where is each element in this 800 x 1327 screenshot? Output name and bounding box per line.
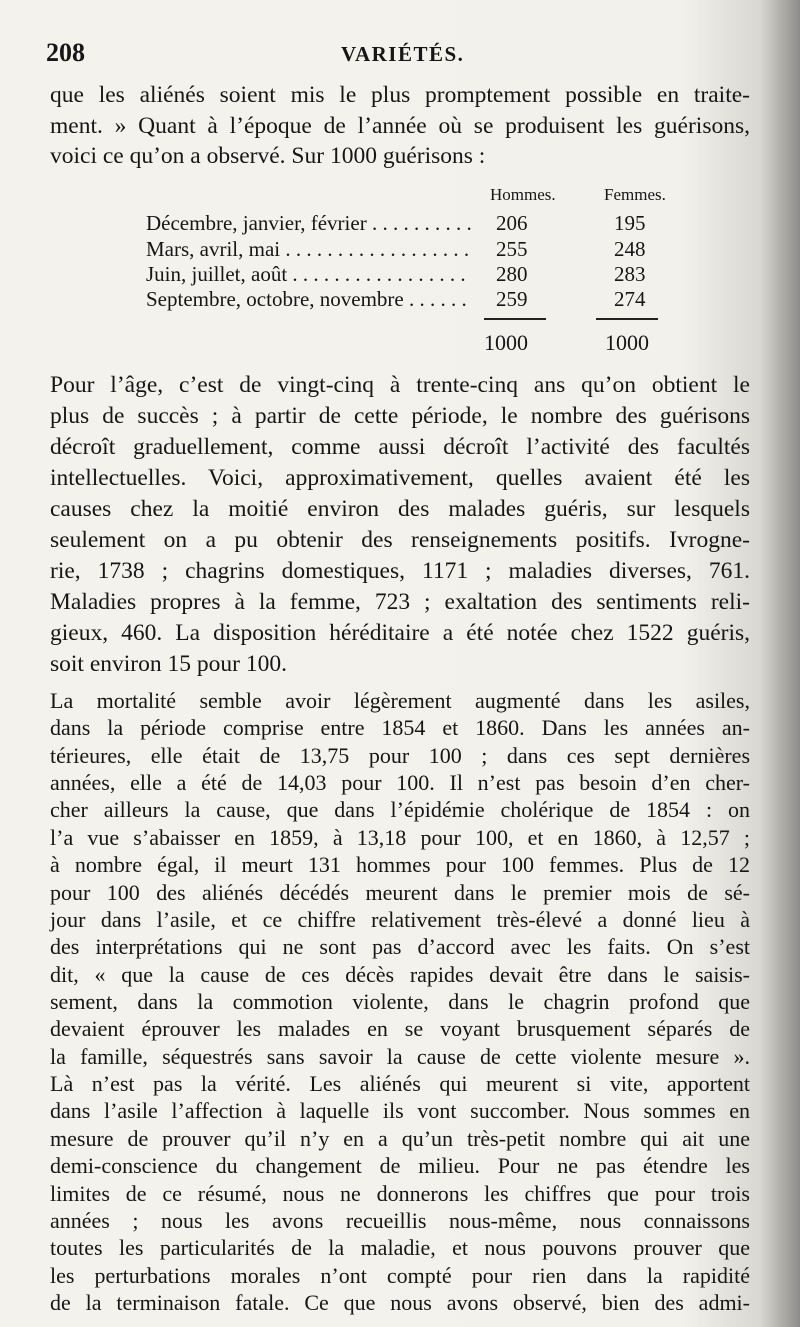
page-number: 208 xyxy=(46,38,85,67)
cell-hommes: 206 xyxy=(496,211,528,235)
column-header-hommes: Hommes. xyxy=(490,185,556,204)
text-line: dans l’asile l’affection à laquelle ils vont succomber. Nous sommes en xyxy=(50,1098,750,1123)
total-rule-hommes xyxy=(484,318,546,320)
row-label: Juin, juillet, août . . . xyxy=(146,262,471,287)
text-line: voici ce qu’on a observé. Sur 1000 guérisons : xyxy=(50,143,486,169)
text-line: plus de succès ; à partir de cette période, le nombre des guérisons xyxy=(50,403,750,429)
total-hommes: 1000 xyxy=(484,330,528,355)
total-femmes: 1000 xyxy=(605,330,649,355)
cell-hommes: 280 xyxy=(496,262,528,286)
text-line: seulement on a pu obtenir des renseignements positifs. Ivrogne- xyxy=(50,527,750,553)
text-line: années ; nous les avons recueillis nous-même, nous connaissons xyxy=(50,1208,750,1233)
text-line: dans la période comprise entre 1854 et 1860. Dans les années an- xyxy=(50,715,750,740)
text-line: toutes les particularités de la maladie, et nous pouvons prouver que xyxy=(50,1235,750,1260)
cell-hommes: 255 xyxy=(496,237,528,261)
text-line: l’a vue s’abaisser en 1859, à 13,18 pour 100, et en 1860, à 12,57 ; xyxy=(50,825,750,850)
text-line: sement, dans la commotion violente, dans le chagrin profond que xyxy=(50,989,750,1014)
text-line: cher ailleurs la cause, que dans l’épidémie cholérique de 1854 : on xyxy=(50,797,750,822)
text-line: années, elle a été de 14,03 pour 100. Il n’est pas besoin d’en cher- xyxy=(50,770,750,795)
text-line: jour dans l’asile, et ce chiffre relativement très-élevé a donné lieu à xyxy=(50,907,750,932)
text-line: Là n’est pas la vérité. Les aliénés qui meurent si vite, apportent xyxy=(50,1071,750,1096)
cell-femmes: 248 xyxy=(614,237,646,261)
total-rule-femmes xyxy=(596,318,658,320)
page-header xyxy=(46,38,746,72)
text-line: demi-conscience du changement de milieu. Pour ne pas étendre les xyxy=(50,1153,750,1178)
row-label: Mars, avril, mai . . . xyxy=(146,237,471,262)
text-line: Pour l’âge, c’est de vingt-cinq à trente-cinq ans qu’on obtient le xyxy=(50,372,750,398)
text-line: mesure de prouver qu’il n’y en a qu’un très-petit nombre qui ait une xyxy=(50,1126,750,1151)
text-line: de la terminaison fatale. Ce que nous avons observé, bien des admi- xyxy=(50,1290,750,1315)
cell-femmes: 274 xyxy=(614,287,646,311)
text-line: les perturbations morales n’ont compté pour rien dans la rapidité xyxy=(50,1263,750,1288)
running-head: VARIÉTÉS. xyxy=(341,42,465,66)
text-line: devaient éprouver les malades en se voyant brusquement séparés de xyxy=(50,1016,750,1041)
text-line: rie, 1738 ; chagrins domestiques, 1171 ; maladies diverses, 761. xyxy=(50,558,750,584)
text-line: ment. » Quant à l’époque de l’année où se produisent les guérisons, xyxy=(50,113,750,139)
cell-femmes: 195 xyxy=(614,211,646,235)
text-line: La mortalité semble avoir légèrement augmenté dans les asiles, xyxy=(50,688,750,713)
text-line: dit, « que la cause de ces décès rapides devait être dans le saisis- xyxy=(50,962,750,987)
row-label: Septembre, octobre, novembre . . . xyxy=(146,287,471,312)
cell-hommes: 259 xyxy=(496,287,528,311)
text-line: que les aliénés soient mis le plus promptement possible en traite- xyxy=(50,82,750,108)
row-label: Décembre, janvier, février . . . xyxy=(146,211,471,236)
text-line: décroît graduellement, comme aussi décroît l’activité des facultés xyxy=(50,434,750,460)
text-line: térieures, elle était de 13,75 pour 100 ; dans ces sept dernières xyxy=(50,743,750,768)
recoveries-table xyxy=(146,185,746,365)
text-line: gieux, 460. La disposition héréditaire a été notée chez 1522 guéris, xyxy=(50,620,750,646)
column-header-femmes: Femmes. xyxy=(604,185,666,204)
text-line: pour 100 des aliénés décédés meurent dans le premier mois de sé- xyxy=(50,880,750,905)
text-line: limites de ce résumé, nous ne donnerons les chiffres que pour trois xyxy=(50,1181,750,1206)
text-line: des interprétations qui ne sont pas d’accord avec les faits. On s’est xyxy=(50,934,750,959)
text-line: causes chez la moitié environ des malades guéris, sur lesquels xyxy=(50,496,750,522)
text-line: Maladies propres à la femme, 723 ; exaltation des sentiments reli- xyxy=(50,589,750,615)
cell-femmes: 283 xyxy=(614,262,646,286)
text-line: la famille, séquestrés sans savoir la cause de cette violente mesure ». xyxy=(50,1044,750,1069)
text-line: soit environ 15 pour 100. xyxy=(50,651,287,677)
text-line: intellectuelles. Voici, approximativement, quelles avaient été les xyxy=(50,465,750,491)
text-line: à nombre égal, il meurt 131 hommes pour 100 femmes. Plus de 12 xyxy=(50,852,750,877)
